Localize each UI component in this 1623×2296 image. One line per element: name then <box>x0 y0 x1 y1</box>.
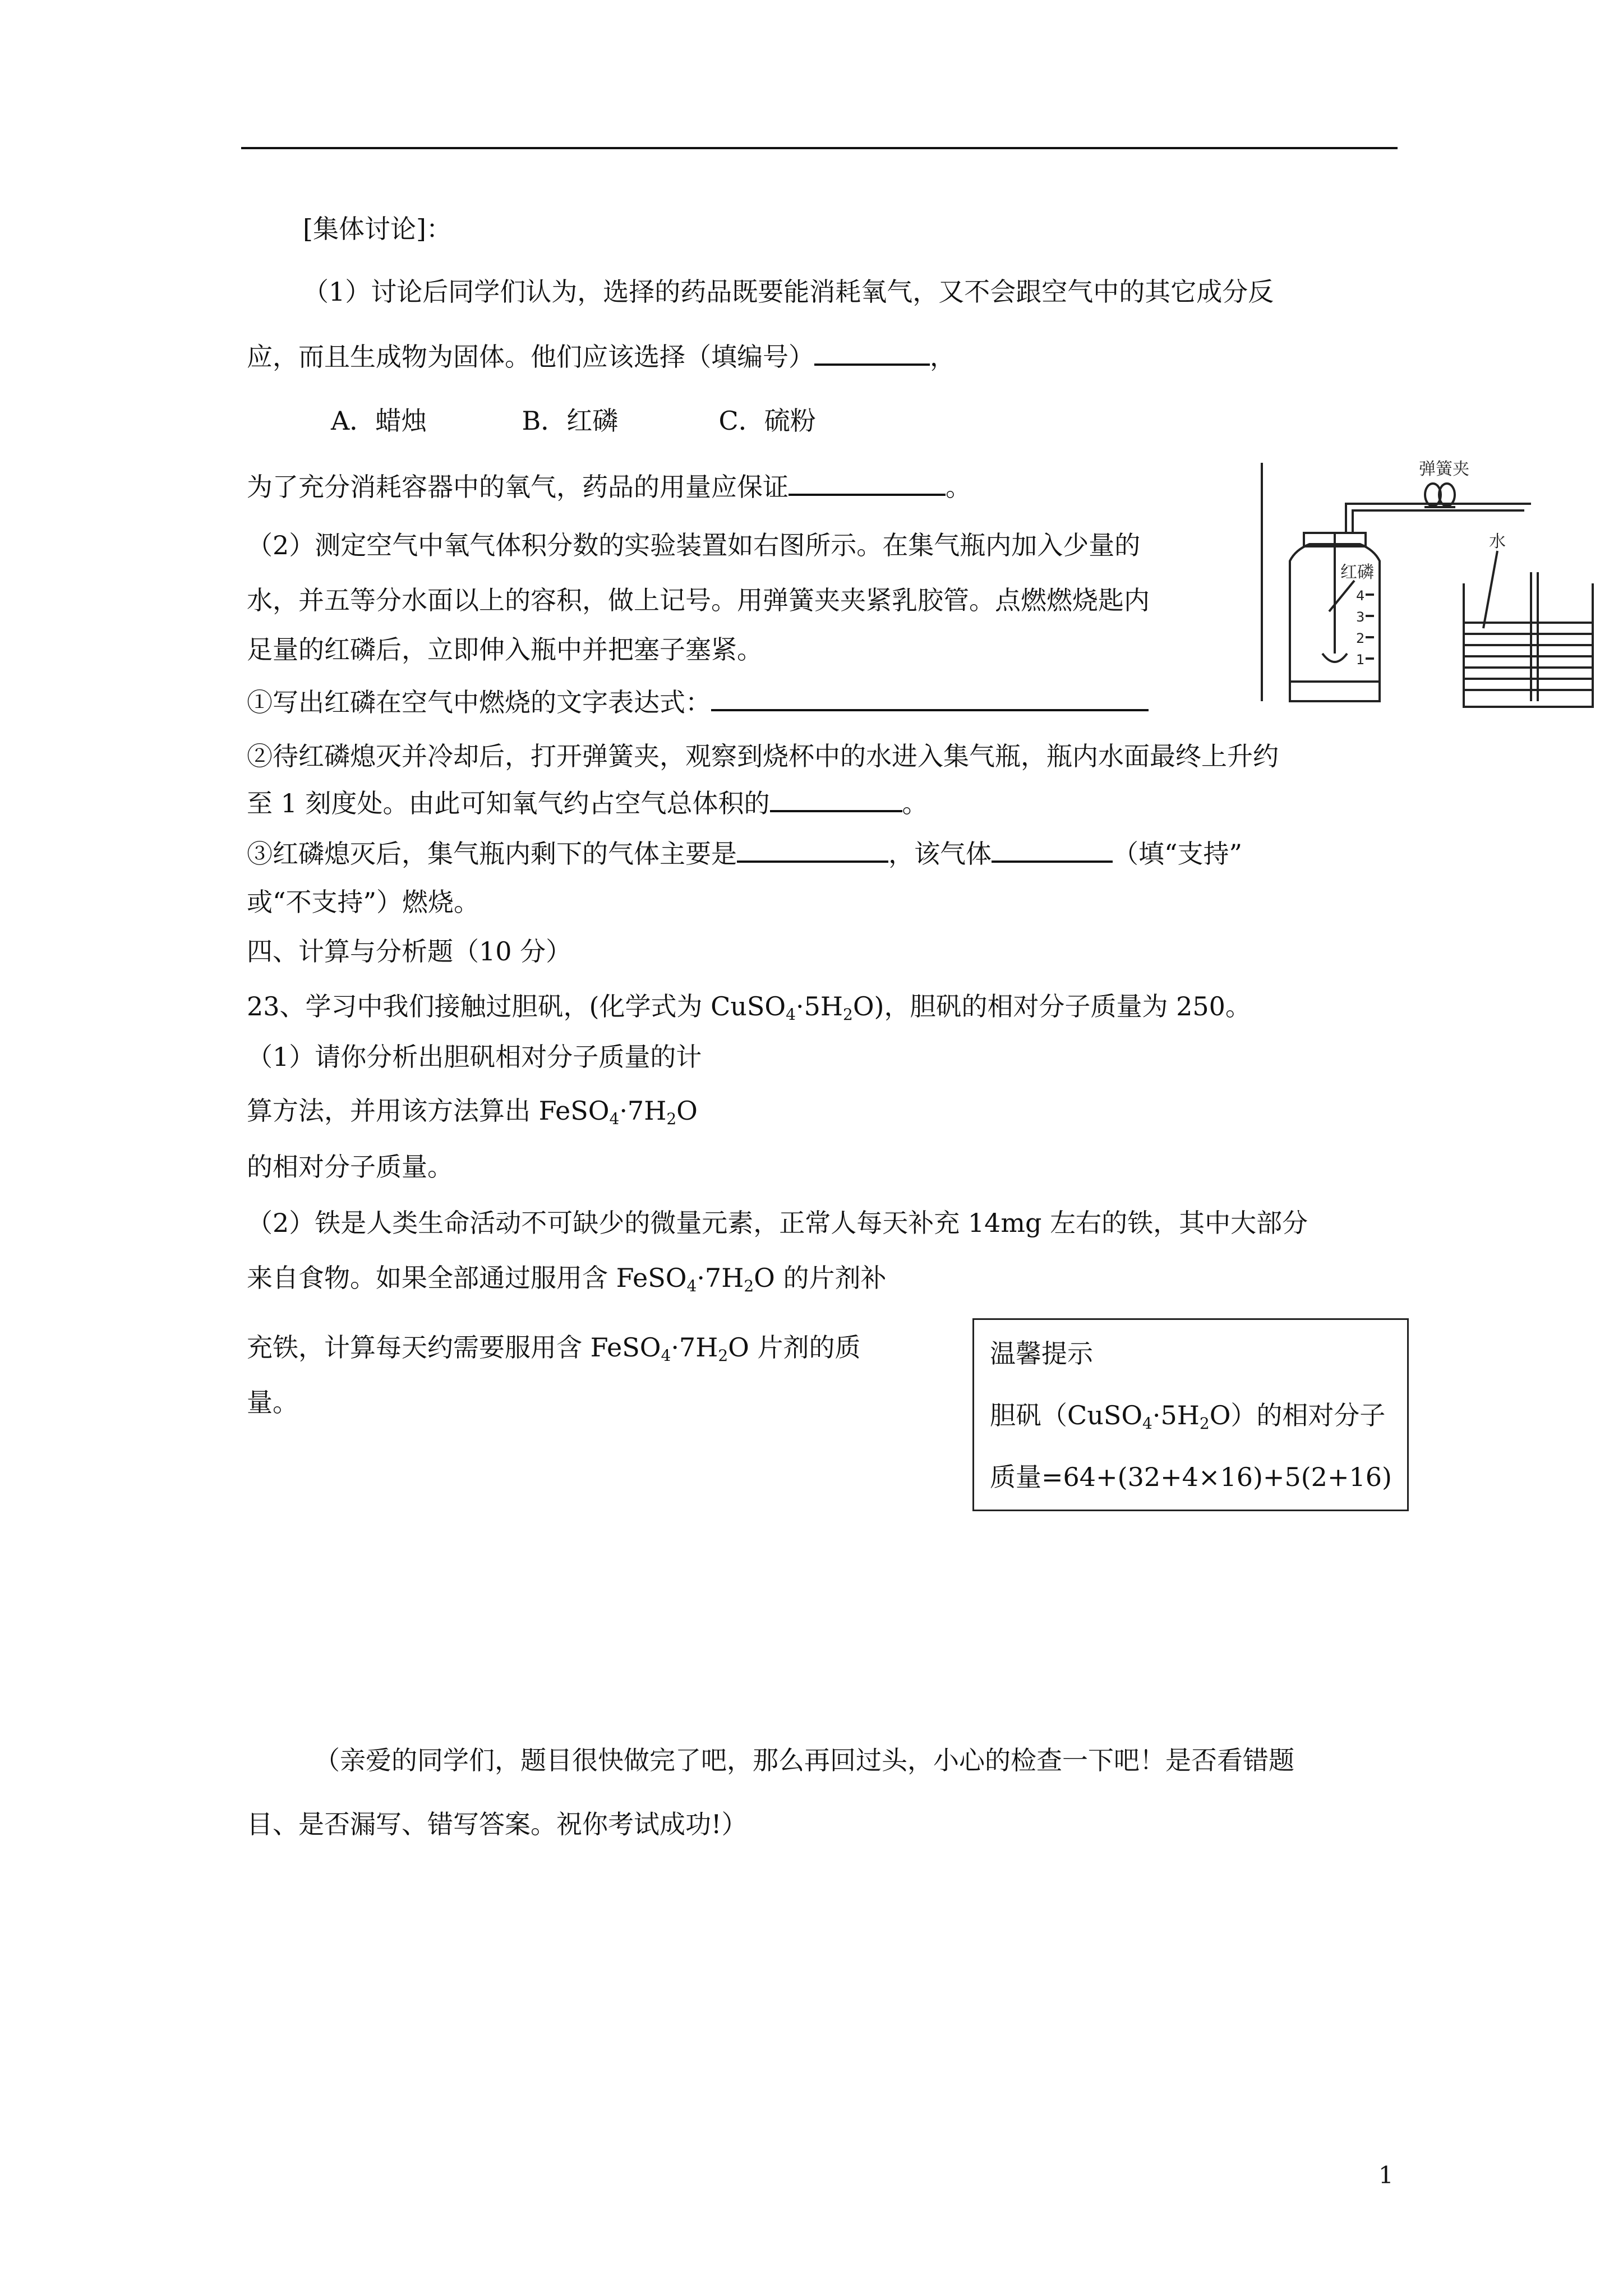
hint-line2: 质量=64+(32+4×16)+5(2+16) <box>990 1462 1392 1492</box>
q23-intro: 23、学习中我们接触过胆矾，(化学式为 $CuSO_4\cdot 5H_2O$)，胆矾的相对分子质量为 250。 <box>247 991 1251 1024</box>
q23-p1-line2: 算方法，并用该方法算出 $FeSO_4\cdot 7H_2O$ <box>247 1096 698 1128</box>
q2-sub1: ①写出红磷在空气中燃烧的文字表达式： <box>247 684 1149 719</box>
q2-sub2-line1: ②待红磷熄灭并冷却后，打开弹簧夹，观察到烧杯中的水进入集气瓶，瓶内水面最终上升约 <box>247 741 1279 771</box>
option-c: C．硫粉 <box>718 406 816 436</box>
discussion-heading: [集体讨论]： <box>303 214 452 244</box>
beaker-figure <box>1458 572 1598 718</box>
section4-heading: 四、计算与分析题（10 分） <box>247 936 572 967</box>
answer-blank-6[interactable] <box>992 836 1113 863</box>
answer-blank-4[interactable] <box>770 785 902 812</box>
q23-p1-line1: （1）请你分析出胆矾相对分子质量的计 <box>247 1042 702 1072</box>
q1-line2: 应，而且生成物为固体。他们应该选择（填编号） ， <box>247 339 956 374</box>
closing-line1: （亲爱的同学们，题目很快做完了吧，那么再回过头，小心的检查一下吧！是否看错题 <box>314 1745 1294 1775</box>
option-a: A．蜡烛 <box>331 406 427 436</box>
q2-sub3-line2: 或“不支持”）燃烧。 <box>247 887 480 917</box>
label-phosphorus: 红磷 <box>1340 563 1374 582</box>
answer-blank-1[interactable] <box>814 339 930 366</box>
answer-blank-2[interactable] <box>789 469 946 496</box>
hint-title: 温馨提示 <box>990 1338 1093 1369</box>
q23-p1-line3: 的相对分子质量。 <box>247 1152 453 1182</box>
scale-mark-2: 2 <box>1356 631 1365 646</box>
label-water: 水 <box>1489 532 1506 551</box>
q23-p2-line1: （2）铁是人类生命活动不可缺少的微量元素，正常人每天补充 14mg 左右的铁，其中大部分 <box>247 1208 1308 1238</box>
label-clamp: 弹簧夹 <box>1419 459 1469 479</box>
answer-blank-5[interactable] <box>737 836 888 863</box>
q2-line3: 足量的红磷后，立即伸入瓶中并把塞子塞紧。 <box>247 634 763 665</box>
scale-mark-4: 4 <box>1356 588 1365 604</box>
q2-sub2-line2: 至 1 刻度处。由此可知氧气约占空气总体积的 。 <box>247 785 928 820</box>
q23-p2-line3: 充铁，计算每天约需要服用含 $FeSO_4\cdot 7H_2O$ 片剂的质 <box>247 1332 861 1365</box>
scale-mark-3: 3 <box>1356 609 1365 625</box>
answer-blank-3[interactable] <box>711 684 1149 711</box>
hint-box <box>972 1318 1409 1511</box>
hint-line1: 胆矾$(CuSO_4\cdot 5H_2O)$的相对分子 <box>990 1400 1386 1433</box>
q2-line1: （2）测定空气中氧气体积分数的实验装置如右图所示。在集气瓶内加入少量的 <box>247 530 1141 560</box>
q1-options <box>331 404 816 438</box>
q2-sub3-line1: ③红磷熄灭后，集气瓶内剩下的气体主要是 ，该气体 （填“支持” <box>247 836 1242 871</box>
q23-p2-line2: 来自食物。如果全部通过服用含 $FeSO_4\cdot 7H_2O$ 的片剂补 <box>247 1263 887 1295</box>
q2-line2: 水，并五等分水面以上的容积，做上记号。用弹簧夹夹紧乳胶管。点燃燃烧匙内 <box>247 585 1150 615</box>
closing-line2: 目、是否漏写、错写答案。祝你考试成功!） <box>247 1809 748 1839</box>
option-b: B．红磷 <box>522 406 619 436</box>
page-number: 1 <box>1378 2161 1394 2189</box>
q1-line4: 为了充分消耗容器中的氧气，药品的用量应保证 。 <box>247 469 971 504</box>
scale-mark-1: 1 <box>1356 652 1365 668</box>
q1-line1: （1）讨论后同学们认为，选择的药品既要能消耗氧气，又不会跟空气中的其它成分反 <box>303 277 1274 307</box>
q23-p2-line4: 量。 <box>247 1387 298 1418</box>
header-rule <box>241 147 1398 149</box>
